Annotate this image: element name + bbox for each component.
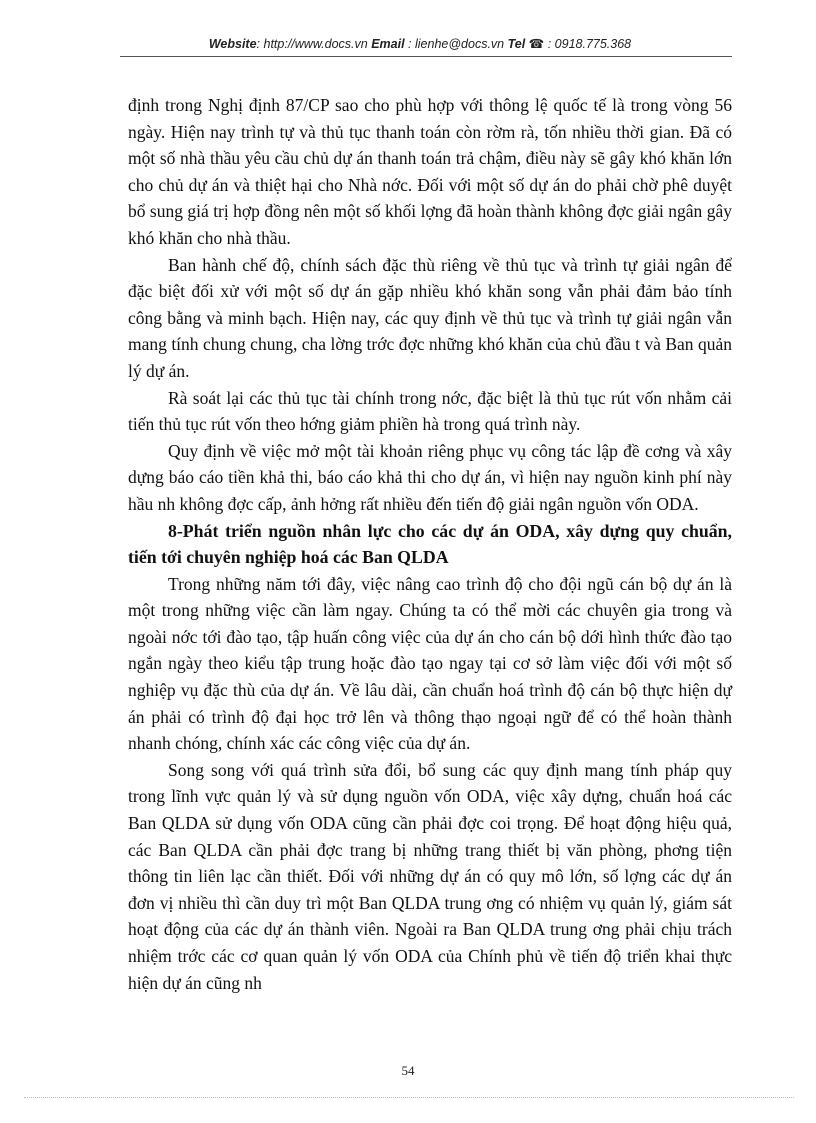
page-header: [120, 36, 720, 51]
section-heading: 8-Phát triển nguồn nhân lực cho các dự án ODA, xây dựng quy chuẩn, tiến tới chuyên nghiệp hoá các Ban QLDA: [128, 520, 732, 568]
email-link[interactable]: lienhe@docs.vn: [414, 37, 505, 51]
tel-number: 0918.775.368: [554, 37, 632, 51]
paragraph-3: Rà soát lại các thủ tục tài chính trong nớc, đặc biệt là thủ tục rút vốn nhằm cải tiến thủ tục rút vốn theo hớng giảm phiền hà trong quá trình này.: [128, 387, 732, 435]
paragraph-5: Trong những năm tới đây, việc nâng cao trình độ cho đội ngũ cán bộ dự án là một trong những việc cần làm ngay. Chúng ta có thể mời các chuyên gia trong và ngoài nớc tới đào tạo, tập huấn công việc của dự án cho cán bộ dới hình thức đào tạo ngắn ngày theo kiểu tập trung hoặc đào tạo ngay tại cơ sở làm việc đối với một số nghiệp vụ đặc thù của dự án. Về lâu dài, cần chuẩn hoá trình độ cán bộ thực hiện dự án phải có trình độ đại học trở lên và thông thạo ngoại ngữ để có thể hoàn thành nhanh chóng, chính xác các công việc của dự án.: [128, 573, 732, 754]
website-separator: :: [256, 37, 264, 51]
paragraph-2: Ban hành chế độ, chính sách đặc thù riêng về thủ tục và trình tự giải ngân để đặc biệt đối xử với một số dự án gặp nhiều khó khăn song vẫn phải đảm bảo tính công bằng và minh bạch. Hiện nay, các quy định về thủ tục và trình tự giải ngân vẫn mang tính chung chung, cha lờng trớc đợc những khó khăn của chủ đầu t và Ban quản lý dự án.: [128, 254, 732, 381]
header-divider: [120, 56, 732, 57]
paragraph-4: Quy định về việc mở một tài khoản riêng phục vụ công tác lập đề cơng và xây dựng báo cáo tiền khả thi, báo cáo khả thi cho dự án, vì hiện nay nguồn kinh phí này hầu nh không đợc cấp, ảnh hởng rất nhiều đến tiến độ giải ngân nguồn vốn ODA.: [128, 440, 732, 514]
website-link[interactable]: http://www.docs.vn: [263, 37, 368, 51]
email-separator: :: [404, 37, 415, 51]
paragraph-1: định trong Nghị định 87/CP sao cho phù hợp với thông lệ quốc tế là trong vòng 56 ngày. Hiện nay trình tự và thủ tục thanh toán còn rờm rà, tốn nhiều thời gian. Đã có một số nhà thầu yêu cầu chủ dự án thanh toán trả chậm, điều này sẽ gây khó khăn lớn cho chủ dự án và thiệt hại cho Nhà nớc. Đối với một số dự án do phải chờ phê duyệt bổ sung giá trị hợp đồng nên một số khối lợng đã hoàn thành không đợc giải ngân gây khó khăn cho nhà thầu.: [128, 95, 732, 248]
paragraph-6: Song song với quá trình sửa đổi, bổ sung các quy định mang tính pháp quy trong lĩnh vực quản lý và sử dụng nguồn vốn ODA, việc xây dựng, chuẩn hoá các Ban QLDA sử dụng vốn ODA cũng cần phải đợc coi trọng. Để hoạt động hiệu quả, các Ban QLDA cần phải đợc trang bị những trang thiết bị văn phòng, phơng tiện thông tin liên lạc cần thiết. Đối với những dự án có quy mô lớn, số lợng các dự án đơn vị nhiều thì cần duy trì một Ban QLDA trung ơng có nhiệm vụ quản lý, giám sát hoạt động của các dự án thành viên. Ngoài ra Ban QLDA trung ơng phải chịu trách nhiệm trớc các cơ quan quản lý vốn ODA của Chính phủ về tiến độ triển khai thực hiện dự án cũng nh: [128, 759, 732, 993]
tel-separator: :: [544, 37, 555, 51]
tel-label: Tel ☎: [507, 37, 545, 51]
email-label: Email: [371, 37, 405, 51]
document-body: [128, 92, 732, 996]
footer-divider: [24, 1097, 794, 1098]
website-label: Website: [208, 37, 257, 51]
page-number: 54: [401, 1063, 415, 1078]
